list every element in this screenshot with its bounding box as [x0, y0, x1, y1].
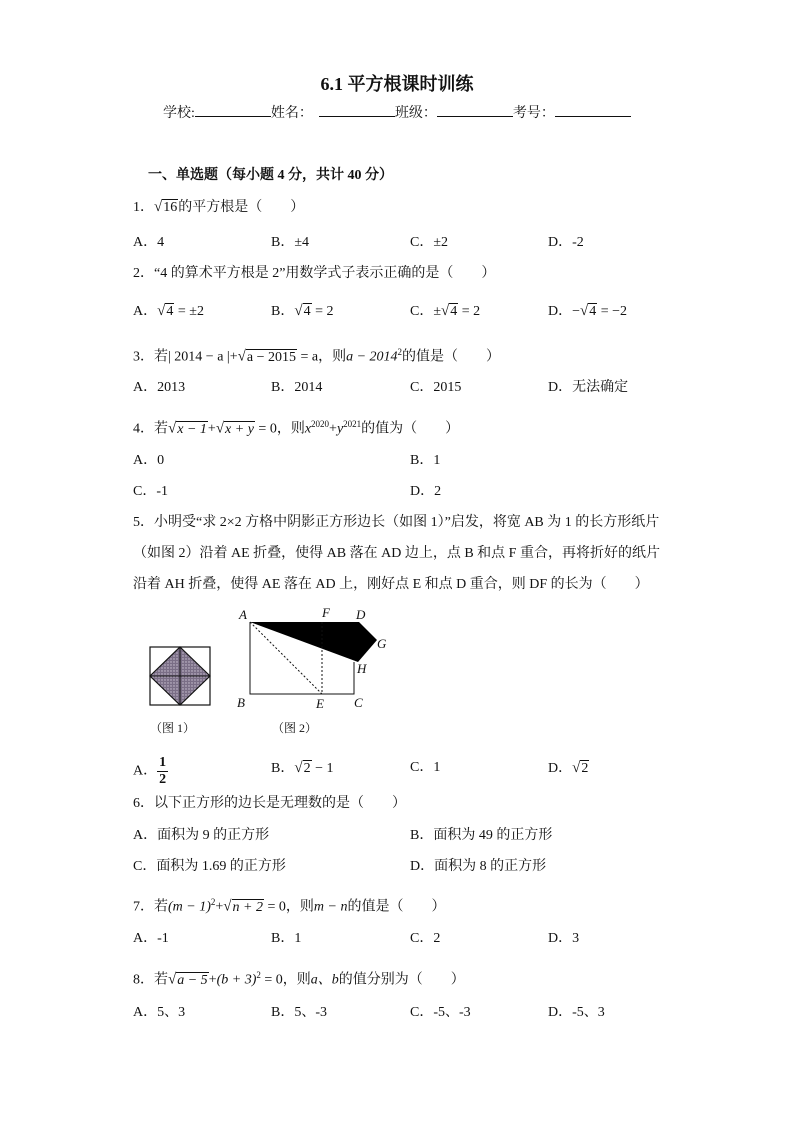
q6-option-b: B．面积为 49 的正方形: [410, 828, 553, 843]
q6-option-c: C．面积为 1.69 的正方形: [133, 859, 286, 874]
q3-eq: = a: [300, 349, 319, 365]
q8-expr: (b + 3): [216, 972, 257, 988]
q5-b-radicand: 2: [303, 761, 311, 776]
q5-b-rest: − 1: [315, 761, 334, 776]
name-label: 姓名：: [270, 106, 313, 121]
q4-text-2: ，则: [276, 421, 305, 437]
q4-plus: +: [207, 421, 216, 437]
fig2-label-f: F: [322, 605, 330, 620]
question-5-line-1: 5．小明受“求 2×2 方格中阴影正方形边长（如图 1）”启发，将宽 AB 为 1 的长方形纸片: [133, 515, 660, 530]
question-3: [133, 342, 500, 368]
q2-a-rhs: = ±2: [177, 304, 204, 319]
fig2-label-c: C: [354, 695, 363, 710]
q2-d-label: D．: [548, 304, 573, 319]
figure-1-grid: [140, 640, 220, 710]
q4-x: x: [304, 421, 312, 437]
fig2-label-g: G: [377, 636, 387, 651]
q2-c-label: C．: [410, 304, 434, 319]
sqrt-symbol: √: [168, 971, 177, 988]
q1-option-a: A．4: [133, 235, 165, 250]
q4-text-1: 4．若: [133, 421, 168, 437]
q4-option-c: C．-1: [133, 484, 168, 499]
q2-a-label: A．: [133, 304, 158, 319]
q8-option-b: B．5、-3: [271, 1005, 327, 1020]
q2-b-radicand: 4: [303, 304, 311, 319]
q6-option-a: A．面积为 9 的正方形: [133, 828, 270, 843]
fig2-label-b: B: [237, 695, 245, 710]
question-8: [133, 965, 465, 991]
q3-text-3: 的值是（ ）: [402, 349, 501, 365]
fig2-label-e: E: [316, 696, 324, 711]
q2-option-c: [410, 301, 480, 322]
sqrt-symbol: √: [572, 760, 581, 776]
q1-text: 的平方根是（ ）: [178, 200, 305, 215]
q8-option-c: C．-5、-3: [410, 1005, 471, 1020]
q5-option-c: C．1: [410, 760, 441, 775]
page-title: 6.1 平方根课时训练: [320, 74, 474, 94]
q7-eq: = 0: [267, 899, 286, 915]
q5-option-b: [271, 758, 333, 779]
q4-eq: = 0: [258, 421, 277, 437]
q7-option-d: D．3: [548, 931, 580, 946]
school-label: 学校:: [163, 106, 195, 121]
sqrt-symbol: √: [154, 199, 163, 215]
sqrt-symbol: √: [237, 348, 246, 365]
q8-radicand: a − 5: [177, 972, 208, 988]
q7-radicand: n + 2: [232, 899, 263, 915]
q4-y: y: [336, 421, 344, 437]
q8-option-d: D．-5、3: [548, 1005, 605, 1020]
sqrt-symbol: √: [294, 303, 303, 319]
q5-option-a: [133, 755, 168, 788]
exam-no-label: 考号：: [512, 106, 555, 121]
q7-option-a: A．-1: [133, 931, 169, 946]
q2-d-rhs: = −2: [600, 304, 628, 319]
question-6: 6．以下正方形的边长是无理数的是（ ）: [133, 796, 406, 811]
question-7: [133, 892, 445, 918]
question-1: [133, 197, 304, 218]
sqrt-symbol: √: [168, 420, 177, 437]
sqrt-symbol: √: [441, 303, 450, 319]
sqrt-symbol: √: [294, 760, 303, 776]
q4-text-3: 的值为（ ）: [361, 421, 460, 437]
q3-absolute: | 2014 − a |: [168, 349, 230, 365]
q8-text-3: 的值分别为（ ）: [338, 972, 465, 988]
question-2: 2．“4 的算术平方根是 2”用数学式子表示正确的是（ ）: [133, 266, 496, 281]
fig2-label-d: D: [356, 607, 366, 622]
q5-a-numerator: 1: [159, 755, 167, 770]
q7-text-3: 的值是（ ）: [347, 899, 446, 915]
class-label: 班级：: [394, 106, 437, 121]
q1-option-c: C．±2: [410, 235, 449, 250]
q2-d-prefix: −: [572, 304, 581, 319]
q2-c-rhs: = 2: [461, 304, 481, 319]
class-blank[interactable]: [437, 104, 513, 117]
q3-expr: a − 2014: [346, 349, 398, 365]
q2-option-b: [271, 301, 333, 322]
q8-text-1: 8．若: [133, 972, 168, 988]
q4-radicand-2: x + y: [225, 421, 254, 437]
q8-plus: +: [208, 972, 217, 988]
q3-option-a: A．2013: [133, 380, 186, 395]
sqrt-symbol: √: [157, 303, 166, 319]
q7-text-2: ，则: [285, 899, 314, 915]
q8-text-2: ，则: [282, 972, 311, 988]
q8-option-a: A．5、3: [133, 1005, 186, 1020]
q8-a-b: a、b: [310, 972, 339, 988]
q7-option-b: B．1: [271, 931, 302, 946]
q4-radicand-1: x − 1: [177, 421, 207, 437]
sqrt-symbol: √: [215, 420, 225, 437]
q2-b-rhs: = 2: [315, 304, 334, 319]
q2-c-prefix: ±: [433, 304, 442, 319]
q5-a-label: A．: [133, 763, 158, 779]
q4-option-d: D．2: [410, 484, 442, 499]
q3-option-d: D．无法确定: [548, 380, 629, 395]
q5-a-fraction: [157, 755, 168, 788]
fig2-label-a: A: [239, 607, 247, 622]
q5-a-denominator: 2: [159, 772, 167, 787]
fig2-folded-region: [250, 622, 377, 662]
q3-text-2: ，则: [318, 349, 347, 365]
question-5-line-2: （如图 2）沿着 AE 折叠，使得 AB 落在 AD 边上，点 B 和点 F 重合，再将折好的纸片: [133, 546, 660, 561]
school-blank[interactable]: [195, 104, 271, 117]
q4-exp-1: 2020: [311, 419, 330, 429]
q2-c-radicand: 4: [450, 304, 458, 319]
q3-option-b: B．2014: [271, 380, 323, 395]
figure-2-rectangle: [232, 604, 402, 714]
q3-plus: +: [229, 349, 238, 365]
q2-b-label: B．: [271, 304, 295, 319]
sqrt-symbol: √: [580, 303, 589, 319]
figure-1-caption: （图 1）: [150, 721, 196, 735]
q4-option-a: A．0: [133, 453, 165, 468]
q7-exponent: 2: [210, 897, 216, 907]
q7-m-minus-n: m − n: [313, 899, 348, 915]
q4-option-b: B．1: [410, 453, 441, 468]
sqrt-symbol: √: [223, 898, 232, 915]
q5-d-radicand: 2: [581, 761, 589, 776]
q5-option-d: [548, 758, 589, 779]
q6-option-d: D．面积为 8 的正方形: [410, 859, 547, 874]
q5-d-label: D．: [548, 761, 573, 776]
q2-option-d: [548, 301, 627, 322]
q7-plus: +: [215, 899, 224, 915]
q2-option-a: [133, 301, 204, 322]
name-blank[interactable]: [319, 104, 395, 117]
q2-d-radicand: 4: [589, 304, 597, 319]
q4-plus-2: +: [329, 421, 337, 437]
q4-exp-2: 2021: [343, 419, 362, 429]
q5-b-label: B．: [271, 761, 295, 776]
figure-2-caption: （图 2）: [272, 721, 318, 735]
q3-exponent: 2: [397, 347, 403, 357]
question-4: [133, 414, 459, 440]
question-5-line-3: 沿着 AH 折叠，使得 AE 落在 AD 上，刚好点 E 和点 D 重合，则 DF 的长为（ ）: [133, 577, 649, 592]
fig2-label-h: H: [357, 661, 367, 676]
q8-eq: = 0: [264, 972, 283, 988]
q2-a-radicand: 4: [166, 304, 174, 319]
q8-exponent: 2: [256, 970, 261, 980]
student-info-line: [163, 102, 631, 122]
exam-no-blank[interactable]: [555, 104, 631, 117]
q3-radicand: a − 2015: [246, 349, 296, 365]
q1-radicand: 16: [163, 200, 178, 215]
q7-option-c: C．2: [410, 931, 441, 946]
q3-text-1: 3．若: [133, 349, 168, 365]
q1-option-d: D．-2: [548, 235, 584, 250]
q7-text-1: 7．若: [133, 899, 168, 915]
q1-number: 1．: [133, 200, 154, 215]
q1-option-b: B．±4: [271, 235, 310, 250]
q7-expr: (m − 1): [168, 899, 211, 915]
q3-option-c: C．2015: [410, 380, 462, 395]
section-heading: 一、单选题（每小题 4 分，共计 40 分）: [148, 168, 393, 183]
